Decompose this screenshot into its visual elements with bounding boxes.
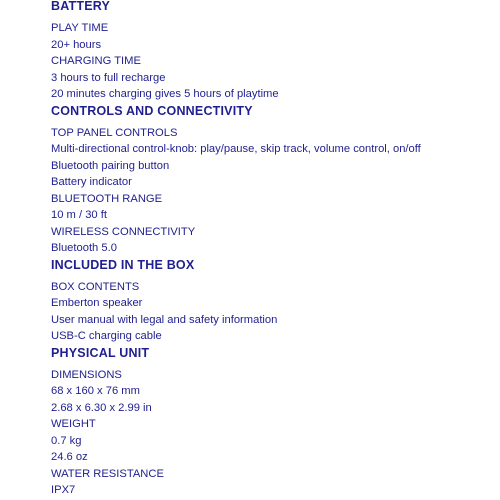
section-battery (51, 0, 491, 103)
spec-label: WATER RESISTANCE (51, 467, 164, 480)
spec-value: Multi-directional control-knob: play/pause, skip track, volume control, on/off (51, 143, 421, 155)
spec-value: Emberton speaker (51, 297, 143, 309)
spec-label: WEIGHT (51, 418, 96, 430)
section-body (51, 279, 491, 345)
section-body (51, 367, 491, 499)
spec-value: 20+ hours (51, 38, 102, 51)
spec-value: 2.68 x 6.30 x 2.99 in (51, 401, 152, 414)
section-heading: PHYSICAL UNIT (51, 345, 150, 360)
section-heading: BATTERY (51, 0, 111, 13)
spec-value: IPX7 (51, 484, 76, 496)
spec-value: Battery indicator (51, 176, 132, 188)
spec-value: User manual with legal and safety information (51, 313, 278, 326)
spec-value: 24.6 oz (51, 451, 88, 463)
spec-label: BLUETOOTH RANGE (51, 192, 163, 205)
section-body (51, 125, 491, 257)
section-body (51, 20, 491, 103)
spec-value: Bluetooth pairing button (51, 159, 170, 172)
section-heading: CONTROLS AND CONNECTIVITY (51, 103, 253, 118)
spec-value: 68 x 160 x 76 mm (51, 385, 140, 397)
spec-label: PLAY TIME (51, 22, 109, 34)
section-controls-connectivity (51, 103, 491, 257)
section-physical-unit (51, 345, 491, 499)
spec-label: WIRELESS CONNECTIVITY (51, 225, 196, 238)
spec-value: 10 m / 30 ft (51, 209, 107, 221)
spec-value: 20 minutes charging gives 5 hours of playtime (51, 88, 279, 100)
section-included-in-box (51, 257, 491, 345)
spec-value: 3 hours to full recharge (51, 71, 166, 84)
spec-label: BOX CONTENTS (51, 280, 140, 293)
spec-value: USB-C charging cable (51, 330, 162, 342)
spec-value: 0.7 kg (51, 434, 82, 447)
spec-value: Bluetooth 5.0 (51, 242, 117, 254)
section-heading: INCLUDED IN THE BOX (51, 257, 195, 272)
spec-sheet (51, 0, 491, 499)
spec-label: DIMENSIONS (51, 368, 122, 381)
spec-label: CHARGING TIME (51, 55, 141, 67)
spec-label: TOP PANEL CONTROLS (51, 126, 178, 139)
